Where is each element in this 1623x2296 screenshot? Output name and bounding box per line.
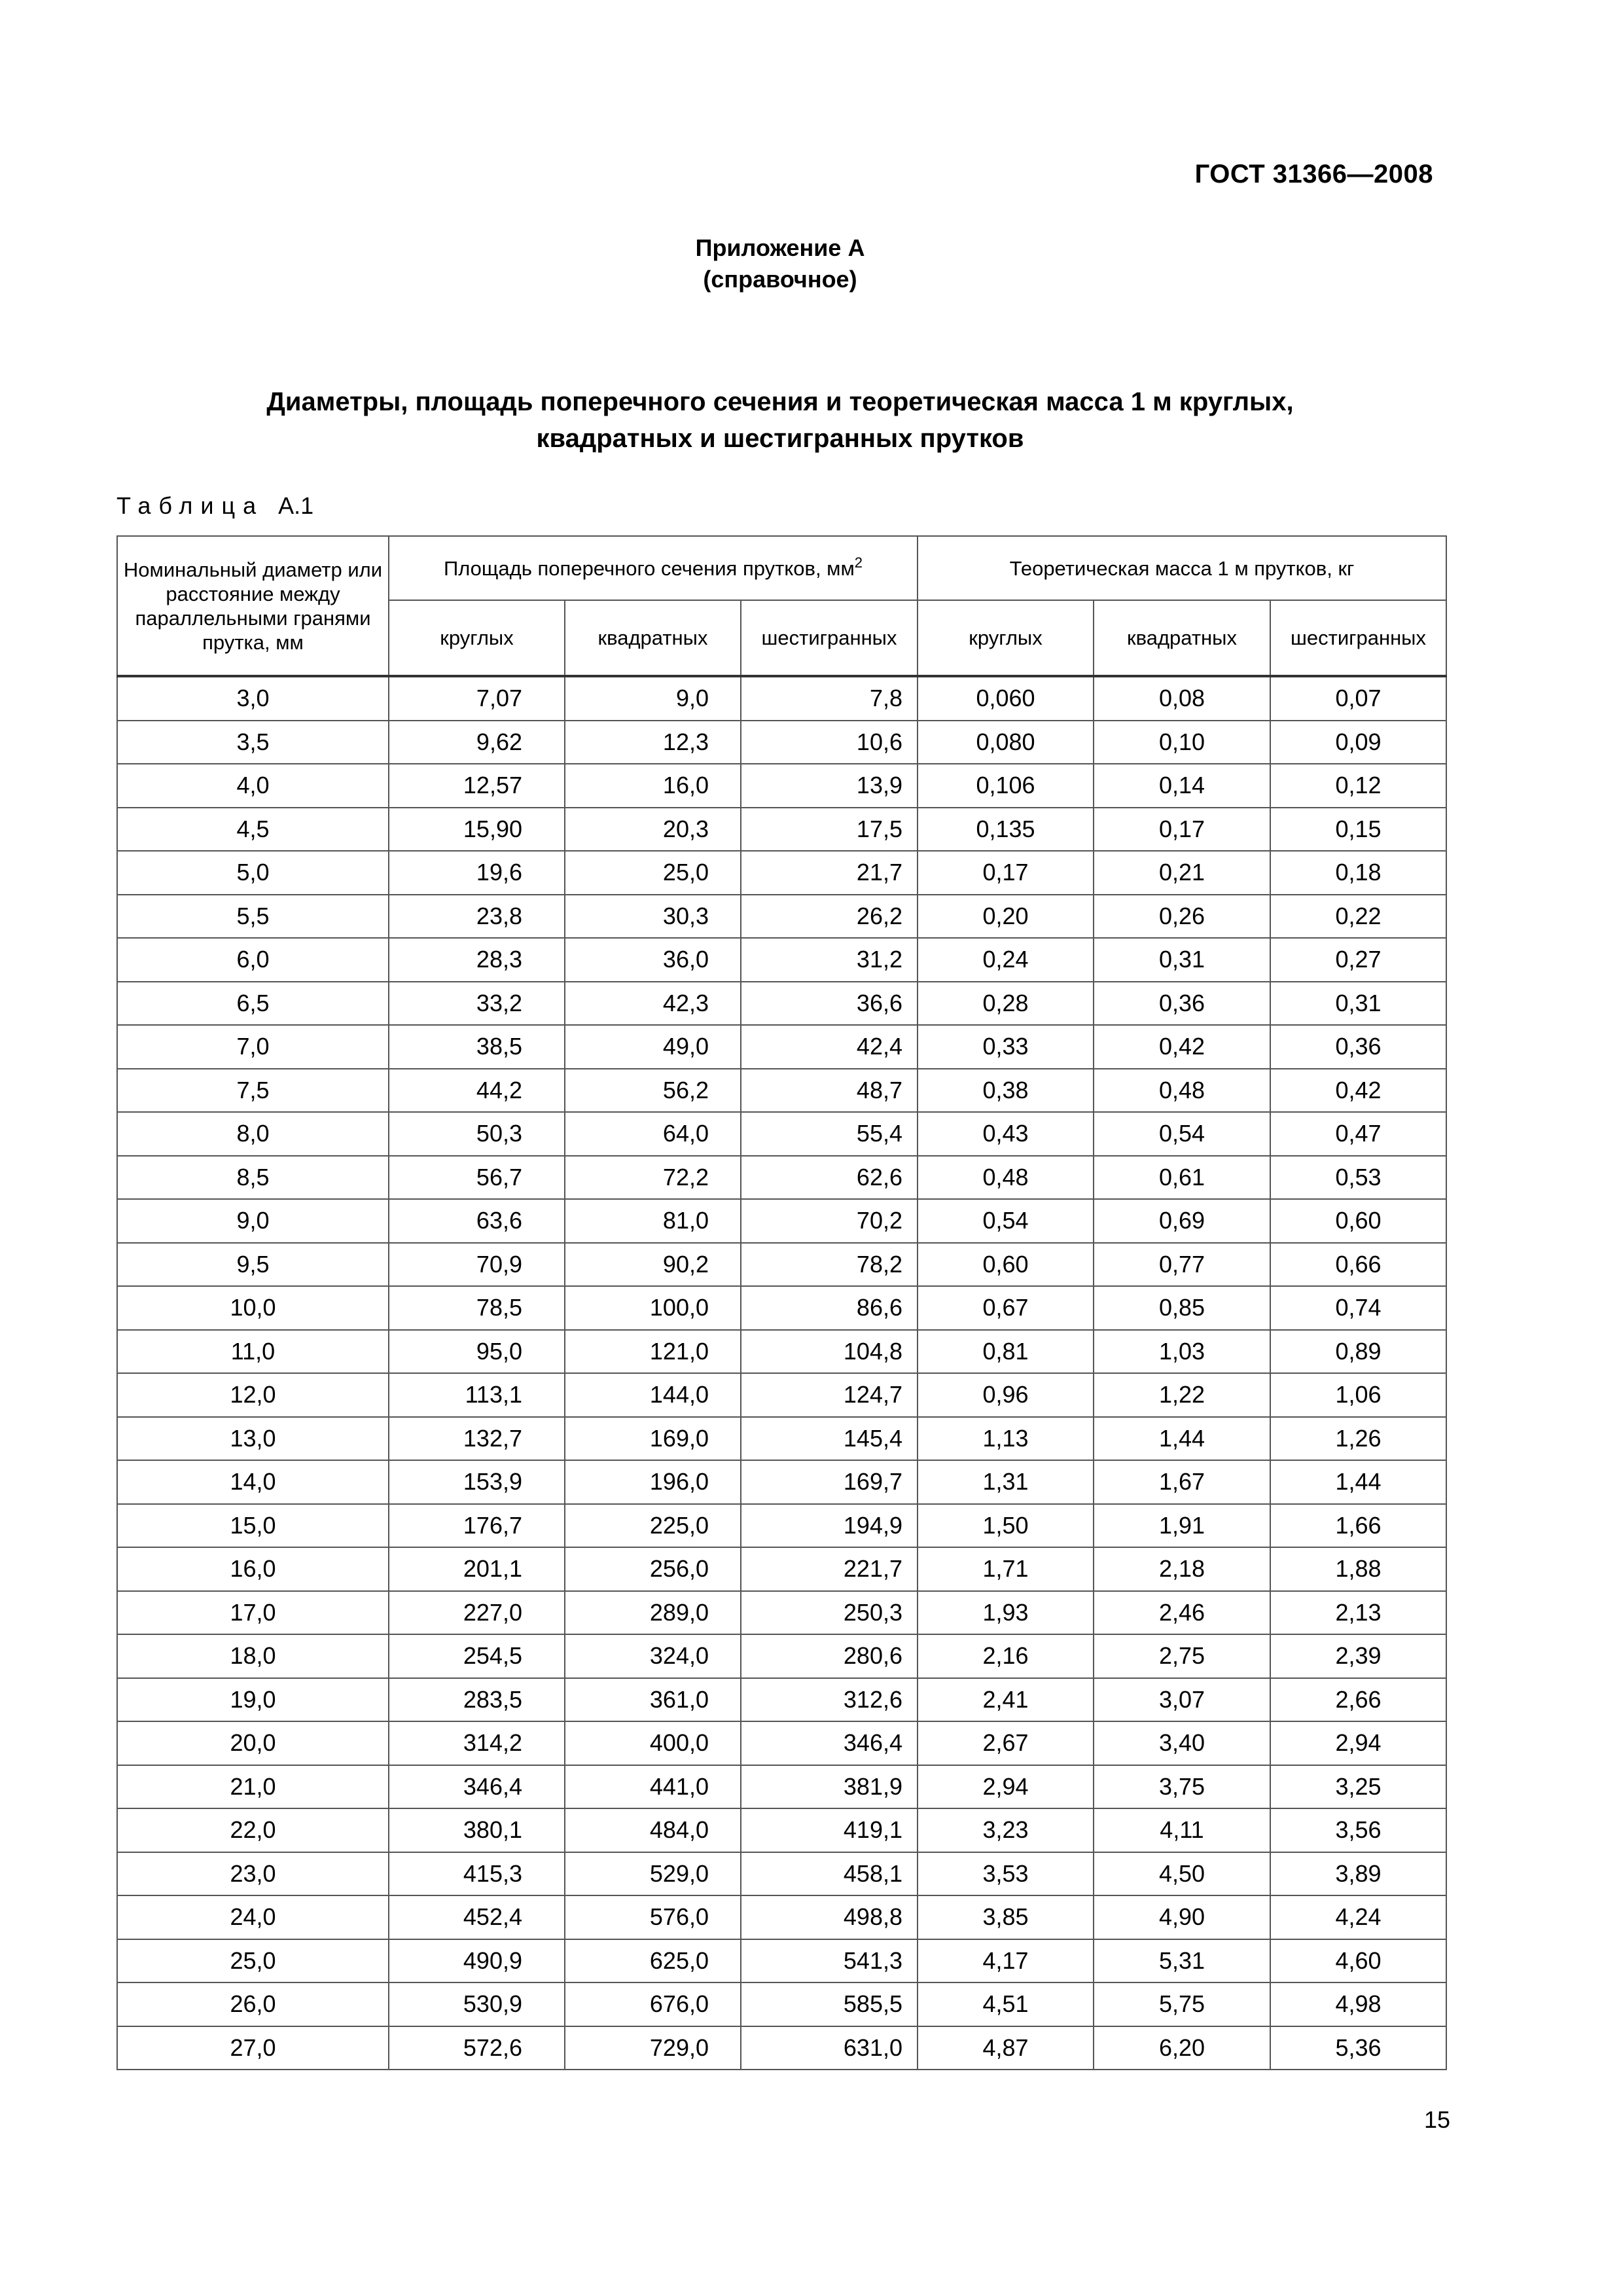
cell-area-square: 625,0	[565, 1939, 741, 1983]
cell-mass-hex: 2,13	[1270, 1591, 1446, 1635]
cell-diameter: 11,0	[117, 1330, 389, 1374]
cell-area-square: 144,0	[565, 1373, 741, 1417]
cell-mass-round: 0,106	[918, 764, 1094, 808]
table-row	[117, 1982, 1446, 2026]
header-mass-group: Теоретическая масса 1 м прутков, кг	[918, 536, 1446, 600]
cell-area-round: 415,3	[389, 1852, 565, 1896]
cell-area-square: 529,0	[565, 1852, 741, 1896]
cell-area-square: 42,3	[565, 982, 741, 1026]
table-row	[117, 1199, 1446, 1243]
cell-area-square: 56,2	[565, 1069, 741, 1113]
table-row	[117, 808, 1446, 852]
header-area-round: круглых	[389, 600, 565, 676]
cell-mass-round: 0,080	[918, 721, 1094, 764]
cell-mass-hex: 0,09	[1270, 721, 1446, 764]
cell-area-round: 7,07	[389, 676, 565, 721]
cell-area-hex: 312,6	[741, 1678, 918, 1722]
table-row	[117, 676, 1446, 721]
cell-mass-square: 4,50	[1094, 1852, 1270, 1896]
header-area-group-text: Площадь поперечного сечения прутков, мм	[443, 556, 855, 580]
cell-area-square: 196,0	[565, 1460, 741, 1504]
cell-area-square: 90,2	[565, 1243, 741, 1287]
cell-mass-square: 0,54	[1094, 1112, 1270, 1156]
table-row	[117, 1591, 1446, 1635]
cell-area-round: 153,9	[389, 1460, 565, 1504]
cell-mass-hex: 0,07	[1270, 676, 1446, 721]
cell-mass-round: 2,16	[918, 1634, 1094, 1678]
page-number: 15	[1423, 2106, 1450, 2133]
cell-mass-square: 3,75	[1094, 1765, 1270, 1809]
cell-area-square: 729,0	[565, 2026, 741, 2070]
cell-area-hex: 17,5	[741, 808, 918, 852]
cell-diameter: 7,0	[117, 1025, 389, 1069]
table-row	[117, 1504, 1446, 1548]
table-row	[117, 764, 1446, 808]
cell-diameter: 26,0	[117, 1982, 389, 2026]
cell-mass-round: 0,135	[918, 808, 1094, 852]
table-row	[117, 1112, 1446, 1156]
cell-mass-square: 0,26	[1094, 895, 1270, 939]
cell-area-round: 314,2	[389, 1721, 565, 1765]
cell-mass-square: 0,21	[1094, 851, 1270, 895]
header-area-group-sup: 2	[854, 554, 863, 571]
cell-mass-square: 2,18	[1094, 1547, 1270, 1591]
cell-mass-square: 0,14	[1094, 764, 1270, 808]
cell-mass-hex: 0,31	[1270, 982, 1446, 1026]
cell-area-round: 452,4	[389, 1895, 565, 1939]
cell-mass-hex: 0,47	[1270, 1112, 1446, 1156]
table-row	[117, 1678, 1446, 1722]
cell-area-round: 95,0	[389, 1330, 565, 1374]
cell-area-hex: 458,1	[741, 1852, 918, 1896]
cell-diameter: 17,0	[117, 1591, 389, 1635]
cell-area-hex: 70,2	[741, 1199, 918, 1243]
cell-area-hex: 55,4	[741, 1112, 918, 1156]
cell-area-hex: 13,9	[741, 764, 918, 808]
cell-area-hex: 104,8	[741, 1330, 918, 1374]
cell-area-hex: 280,6	[741, 1634, 918, 1678]
cell-mass-hex: 2,39	[1270, 1634, 1446, 1678]
cell-mass-square: 1,22	[1094, 1373, 1270, 1417]
cell-mass-round: 3,53	[918, 1852, 1094, 1896]
cell-mass-round: 1,71	[918, 1547, 1094, 1591]
cell-area-square: 16,0	[565, 764, 741, 808]
cell-mass-square: 2,46	[1094, 1591, 1270, 1635]
appendix-title: Приложение А	[695, 234, 865, 261]
cell-area-hex: 381,9	[741, 1765, 918, 1809]
table-caption-number: А.1	[278, 492, 314, 519]
cell-area-hex: 169,7	[741, 1460, 918, 1504]
cell-mass-square: 1,44	[1094, 1417, 1270, 1461]
cell-diameter: 13,0	[117, 1417, 389, 1461]
cell-mass-round: 0,33	[918, 1025, 1094, 1069]
cell-area-round: 19,6	[389, 851, 565, 895]
cell-area-round: 70,9	[389, 1243, 565, 1287]
cell-diameter: 9,0	[117, 1199, 389, 1243]
cell-mass-round: 1,31	[918, 1460, 1094, 1504]
cell-area-hex: 26,2	[741, 895, 918, 939]
table-row	[117, 1243, 1446, 1287]
cell-area-hex: 21,7	[741, 851, 918, 895]
document-code: ГОСТ 31366—2008	[1194, 160, 1433, 188]
cell-mass-hex: 0,36	[1270, 1025, 1446, 1069]
cell-mass-square: 0,17	[1094, 808, 1270, 852]
table-row	[117, 721, 1446, 764]
cell-area-round: 132,7	[389, 1417, 565, 1461]
cell-mass-hex: 0,89	[1270, 1330, 1446, 1374]
cell-area-hex: 250,3	[741, 1591, 918, 1635]
header-mass-hex: шестигранных	[1270, 600, 1446, 676]
cell-mass-hex: 4,24	[1270, 1895, 1446, 1939]
table-row	[117, 2026, 1446, 2070]
cell-mass-round: 0,24	[918, 938, 1094, 982]
cell-area-square: 676,0	[565, 1982, 741, 2026]
cell-area-hex: 221,7	[741, 1547, 918, 1591]
cell-mass-hex: 0,53	[1270, 1156, 1446, 1200]
table-caption	[116, 492, 313, 520]
table-row	[117, 1547, 1446, 1591]
cell-mass-round: 0,43	[918, 1112, 1094, 1156]
cell-diameter: 4,5	[117, 808, 389, 852]
cell-area-hex: 48,7	[741, 1069, 918, 1113]
header-area-group	[389, 536, 918, 600]
cell-area-square: 49,0	[565, 1025, 741, 1069]
cell-mass-round: 1,13	[918, 1417, 1094, 1461]
cell-area-round: 530,9	[389, 1982, 565, 2026]
cell-area-round: 113,1	[389, 1373, 565, 1417]
cell-mass-square: 0,10	[1094, 721, 1270, 764]
cell-area-round: 23,8	[389, 895, 565, 939]
cell-mass-hex: 1,06	[1270, 1373, 1446, 1417]
cell-diameter: 6,0	[117, 938, 389, 982]
cell-mass-hex: 1,88	[1270, 1547, 1446, 1591]
cell-area-square: 100,0	[565, 1286, 741, 1330]
cell-mass-hex: 4,60	[1270, 1939, 1446, 1983]
cell-area-hex: 36,6	[741, 982, 918, 1026]
cell-mass-square: 0,08	[1094, 676, 1270, 721]
cell-area-round: 44,2	[389, 1069, 565, 1113]
cell-diameter: 3,0	[117, 676, 389, 721]
cell-area-square: 225,0	[565, 1504, 741, 1548]
cell-diameter: 5,5	[117, 895, 389, 939]
cell-mass-hex: 0,60	[1270, 1199, 1446, 1243]
cell-mass-hex: 0,66	[1270, 1243, 1446, 1287]
cell-mass-round: 0,17	[918, 851, 1094, 895]
cell-area-square: 484,0	[565, 1808, 741, 1852]
cell-diameter: 19,0	[117, 1678, 389, 1722]
cell-area-round: 283,5	[389, 1678, 565, 1722]
table-row	[117, 1939, 1446, 1983]
cell-mass-square: 5,75	[1094, 1982, 1270, 2026]
cell-mass-square: 1,67	[1094, 1460, 1270, 1504]
table-row	[117, 1895, 1446, 1939]
cell-mass-square: 0,31	[1094, 938, 1270, 982]
bar-dimensions-table	[116, 535, 1447, 2070]
table-row	[117, 1460, 1446, 1504]
cell-diameter: 27,0	[117, 2026, 389, 2070]
cell-mass-round: 0,38	[918, 1069, 1094, 1113]
cell-diameter: 21,0	[117, 1765, 389, 1809]
cell-area-round: 254,5	[389, 1634, 565, 1678]
cell-diameter: 12,0	[117, 1373, 389, 1417]
cell-mass-hex: 3,25	[1270, 1765, 1446, 1809]
document-title	[0, 384, 1560, 457]
header-diameter: Номинальный диаметр или расстояние между параллельными гранями прутка, мм	[117, 536, 389, 676]
table-body	[117, 676, 1446, 2070]
cell-area-round: 56,7	[389, 1156, 565, 1200]
cell-mass-square: 5,31	[1094, 1939, 1270, 1983]
cell-area-round: 176,7	[389, 1504, 565, 1548]
cell-mass-round: 0,060	[918, 676, 1094, 721]
table-row	[117, 851, 1446, 895]
cell-mass-square: 0,69	[1094, 1199, 1270, 1243]
cell-area-hex: 145,4	[741, 1417, 918, 1461]
table-row	[117, 1852, 1446, 1896]
cell-area-square: 25,0	[565, 851, 741, 895]
cell-area-round: 38,5	[389, 1025, 565, 1069]
cell-diameter: 23,0	[117, 1852, 389, 1896]
cell-area-hex: 78,2	[741, 1243, 918, 1287]
cell-diameter: 8,0	[117, 1112, 389, 1156]
table-row	[117, 1286, 1446, 1330]
cell-area-square: 81,0	[565, 1199, 741, 1243]
table-row	[117, 938, 1446, 982]
cell-mass-hex: 1,44	[1270, 1460, 1446, 1504]
table-row	[117, 1808, 1446, 1852]
cell-mass-hex: 0,22	[1270, 895, 1446, 939]
cell-mass-round: 0,60	[918, 1243, 1094, 1287]
cell-diameter: 3,5	[117, 721, 389, 764]
title-line-2: квадратных и шестигранных прутков	[536, 424, 1024, 453]
table-row	[117, 1156, 1446, 1200]
cell-mass-round: 3,85	[918, 1895, 1094, 1939]
cell-mass-round: 0,67	[918, 1286, 1094, 1330]
table-header	[117, 536, 1446, 676]
cell-area-round: 33,2	[389, 982, 565, 1026]
cell-area-round: 15,90	[389, 808, 565, 852]
cell-mass-round: 4,51	[918, 1982, 1094, 2026]
cell-area-round: 50,3	[389, 1112, 565, 1156]
cell-mass-hex: 3,56	[1270, 1808, 1446, 1852]
table-caption-word: Таблица	[116, 492, 264, 519]
table-row	[117, 1373, 1446, 1417]
cell-diameter: 10,0	[117, 1286, 389, 1330]
cell-mass-hex: 3,89	[1270, 1852, 1446, 1896]
cell-mass-square: 6,20	[1094, 2026, 1270, 2070]
cell-mass-round: 1,50	[918, 1504, 1094, 1548]
cell-mass-hex: 0,74	[1270, 1286, 1446, 1330]
cell-mass-square: 0,42	[1094, 1025, 1270, 1069]
cell-diameter: 25,0	[117, 1939, 389, 1983]
cell-area-square: 36,0	[565, 938, 741, 982]
cell-mass-round: 2,67	[918, 1721, 1094, 1765]
cell-area-hex: 194,9	[741, 1504, 918, 1548]
cell-diameter: 7,5	[117, 1069, 389, 1113]
cell-mass-hex: 5,36	[1270, 2026, 1446, 2070]
cell-area-hex: 86,6	[741, 1286, 918, 1330]
cell-area-round: 9,62	[389, 721, 565, 764]
cell-mass-round: 0,81	[918, 1330, 1094, 1374]
cell-diameter: 9,5	[117, 1243, 389, 1287]
table-row	[117, 1069, 1446, 1113]
cell-area-round: 572,6	[389, 2026, 565, 2070]
cell-mass-hex: 0,15	[1270, 808, 1446, 852]
cell-diameter: 20,0	[117, 1721, 389, 1765]
cell-mass-round: 0,96	[918, 1373, 1094, 1417]
cell-mass-square: 2,75	[1094, 1634, 1270, 1678]
cell-area-round: 380,1	[389, 1808, 565, 1852]
cell-area-hex: 419,1	[741, 1808, 918, 1852]
cell-area-round: 28,3	[389, 938, 565, 982]
cell-area-hex: 631,0	[741, 2026, 918, 2070]
cell-diameter: 14,0	[117, 1460, 389, 1504]
cell-area-square: 441,0	[565, 1765, 741, 1809]
cell-diameter: 15,0	[117, 1504, 389, 1548]
cell-area-hex: 31,2	[741, 938, 918, 982]
table-row	[117, 895, 1446, 939]
title-line-1: Диаметры, площадь поперечного сечения и теоретическая масса 1 м круглых,	[266, 387, 1294, 416]
cell-diameter: 8,5	[117, 1156, 389, 1200]
cell-area-round: 201,1	[389, 1547, 565, 1591]
cell-mass-square: 0,61	[1094, 1156, 1270, 1200]
cell-diameter: 16,0	[117, 1547, 389, 1591]
appendix-type: (справочное)	[703, 266, 857, 293]
cell-diameter: 5,0	[117, 851, 389, 895]
cell-area-hex: 124,7	[741, 1373, 918, 1417]
cell-mass-round: 0,28	[918, 982, 1094, 1026]
cell-area-square: 169,0	[565, 1417, 741, 1461]
cell-mass-hex: 2,94	[1270, 1721, 1446, 1765]
cell-mass-square: 4,90	[1094, 1895, 1270, 1939]
cell-area-square: 361,0	[565, 1678, 741, 1722]
cell-area-round: 78,5	[389, 1286, 565, 1330]
cell-mass-hex: 0,27	[1270, 938, 1446, 982]
cell-area-square: 256,0	[565, 1547, 741, 1591]
header-area-square: квадратных	[565, 600, 741, 676]
table-row	[117, 982, 1446, 1026]
cell-mass-hex: 0,18	[1270, 851, 1446, 895]
cell-area-hex: 585,5	[741, 1982, 918, 2026]
cell-area-square: 20,3	[565, 808, 741, 852]
cell-diameter: 6,5	[117, 982, 389, 1026]
cell-mass-round: 0,20	[918, 895, 1094, 939]
table-row	[117, 1634, 1446, 1678]
cell-area-square: 12,3	[565, 721, 741, 764]
cell-area-square: 289,0	[565, 1591, 741, 1635]
cell-mass-round: 4,17	[918, 1939, 1094, 1983]
cell-mass-square: 1,91	[1094, 1504, 1270, 1548]
cell-area-round: 490,9	[389, 1939, 565, 1983]
table-row	[117, 1025, 1446, 1069]
cell-mass-round: 0,54	[918, 1199, 1094, 1243]
header-mass-square: квадратных	[1094, 600, 1270, 676]
cell-mass-hex: 0,42	[1270, 1069, 1446, 1113]
cell-area-hex: 10,6	[741, 721, 918, 764]
cell-area-round: 227,0	[389, 1591, 565, 1635]
cell-area-square: 324,0	[565, 1634, 741, 1678]
header-mass-round: круглых	[918, 600, 1094, 676]
cell-mass-hex: 1,26	[1270, 1417, 1446, 1461]
cell-mass-square: 0,36	[1094, 982, 1270, 1026]
cell-area-round: 12,57	[389, 764, 565, 808]
cell-diameter: 4,0	[117, 764, 389, 808]
cell-mass-square: 3,40	[1094, 1721, 1270, 1765]
cell-mass-round: 4,87	[918, 2026, 1094, 2070]
cell-mass-round: 2,41	[918, 1678, 1094, 1722]
header-area-hex: шестигранных	[741, 600, 918, 676]
cell-area-hex: 62,6	[741, 1156, 918, 1200]
cell-area-square: 576,0	[565, 1895, 741, 1939]
table-row	[117, 1721, 1446, 1765]
cell-area-round: 63,6	[389, 1199, 565, 1243]
cell-diameter: 22,0	[117, 1808, 389, 1852]
cell-mass-round: 1,93	[918, 1591, 1094, 1635]
cell-mass-hex: 0,12	[1270, 764, 1446, 808]
cell-area-square: 121,0	[565, 1330, 741, 1374]
cell-area-hex: 541,3	[741, 1939, 918, 1983]
cell-area-square: 64,0	[565, 1112, 741, 1156]
cell-area-hex: 42,4	[741, 1025, 918, 1069]
cell-area-hex: 346,4	[741, 1721, 918, 1765]
cell-mass-round: 0,48	[918, 1156, 1094, 1200]
cell-area-square: 72,2	[565, 1156, 741, 1200]
cell-mass-square: 0,77	[1094, 1243, 1270, 1287]
cell-area-square: 9,0	[565, 676, 741, 721]
cell-mass-square: 1,03	[1094, 1330, 1270, 1374]
cell-mass-square: 0,48	[1094, 1069, 1270, 1113]
cell-mass-hex: 1,66	[1270, 1504, 1446, 1548]
cell-mass-hex: 2,66	[1270, 1678, 1446, 1722]
cell-area-round: 346,4	[389, 1765, 565, 1809]
cell-mass-square: 0,85	[1094, 1286, 1270, 1330]
cell-diameter: 18,0	[117, 1634, 389, 1678]
appendix-heading	[0, 232, 1560, 295]
cell-area-hex: 7,8	[741, 676, 918, 721]
table-row	[117, 1330, 1446, 1374]
cell-area-square: 400,0	[565, 1721, 741, 1765]
cell-area-hex: 498,8	[741, 1895, 918, 1939]
cell-area-square: 30,3	[565, 895, 741, 939]
cell-mass-hex: 4,98	[1270, 1982, 1446, 2026]
cell-mass-square: 4,11	[1094, 1808, 1270, 1852]
table-row	[117, 1417, 1446, 1461]
table-row	[117, 1765, 1446, 1809]
cell-mass-round: 2,94	[918, 1765, 1094, 1809]
cell-mass-square: 3,07	[1094, 1678, 1270, 1722]
cell-mass-round: 3,23	[918, 1808, 1094, 1852]
cell-diameter: 24,0	[117, 1895, 389, 1939]
